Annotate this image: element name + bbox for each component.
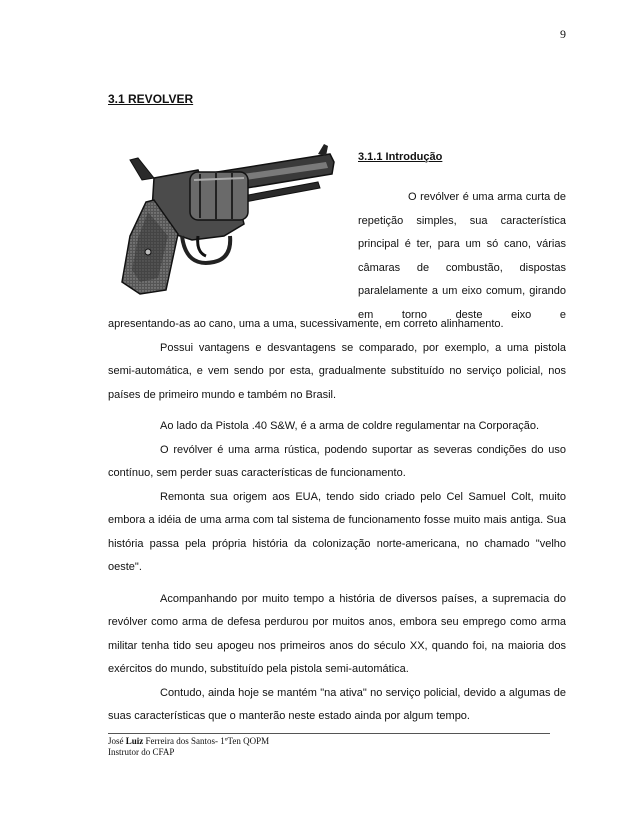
paragraph: Remonta sua origem aos EUA, tendo sido criado pelo Cel Samuel Colt, muito embora a idéia de uma arma com tal sistema de funcionamento fosse muito mais antiga. Sua história passa pela própria história da colonização norte-americana, no chamado "velho oeste".: [108, 490, 566, 573]
paragraph: Ao lado da Pistola .40 S&W, é a arma de coldre regulamentar na Corporação.: [160, 420, 540, 432]
section-title: 3.1 REVOLVER: [108, 92, 194, 106]
footer-author-rest: Ferreira dos Santos- 1ºTen QOPM: [143, 736, 270, 746]
footer-author-bold: Luiz: [125, 736, 144, 746]
subsection-title: 3.1.1 Introdução: [358, 151, 443, 163]
intro-continuation: apresentando-as ao cano, uma a uma, sucessivamente, em correto alinhamento.: [108, 318, 504, 330]
footer-author: [108, 736, 269, 747]
paragraph: Possui vantagens e desvantagens se comparado, por exemplo, a uma pistola semi-automática, e vem sendo por esta, gradualmente substituído no serviço policial, nos países de primeiro mundo e também no Brasil.: [108, 341, 566, 401]
revolver-illustration: [112, 140, 346, 300]
intro-column-text: [358, 186, 566, 327]
footer-role: Instrutor do CFAP: [108, 747, 175, 757]
revolver-figure: [112, 140, 346, 300]
footer-author-first: José: [108, 736, 126, 746]
paragraph: Contudo, ainda hoje se mantém "na ativa" no serviço policial, devido a algumas de suas características que o manterão neste estado ainda por algum tempo.: [108, 686, 566, 722]
body-text: [108, 313, 566, 729]
page-number: 9: [560, 27, 566, 41]
paragraph: O revólver é uma arma rústica, podendo suportar as severas condições do uso contínuo, sem perder suas características de funcionamento.: [108, 443, 566, 479]
intro-column-body: O revólver é uma arma curta de repetição simples, sua característica principal é ter, para um só cano, várias câmaras de combustão, dispostas paralelamente a um eixo comum, girando em torno deste eixo e: [358, 191, 566, 321]
paragraph: Acompanhando por muito tempo a história de diversos países, a supremacia do revólver como arma de defesa perdurou por muitos anos, embora seu emprego como arma militar tenha tido seu apogeu nos primeiros anos do século XX, quando foi, na maioria dos exércitos do mundo, substituído pela pistola semi-automática.: [108, 592, 566, 675]
footer: [108, 736, 269, 758]
footer-rule: [108, 733, 550, 734]
